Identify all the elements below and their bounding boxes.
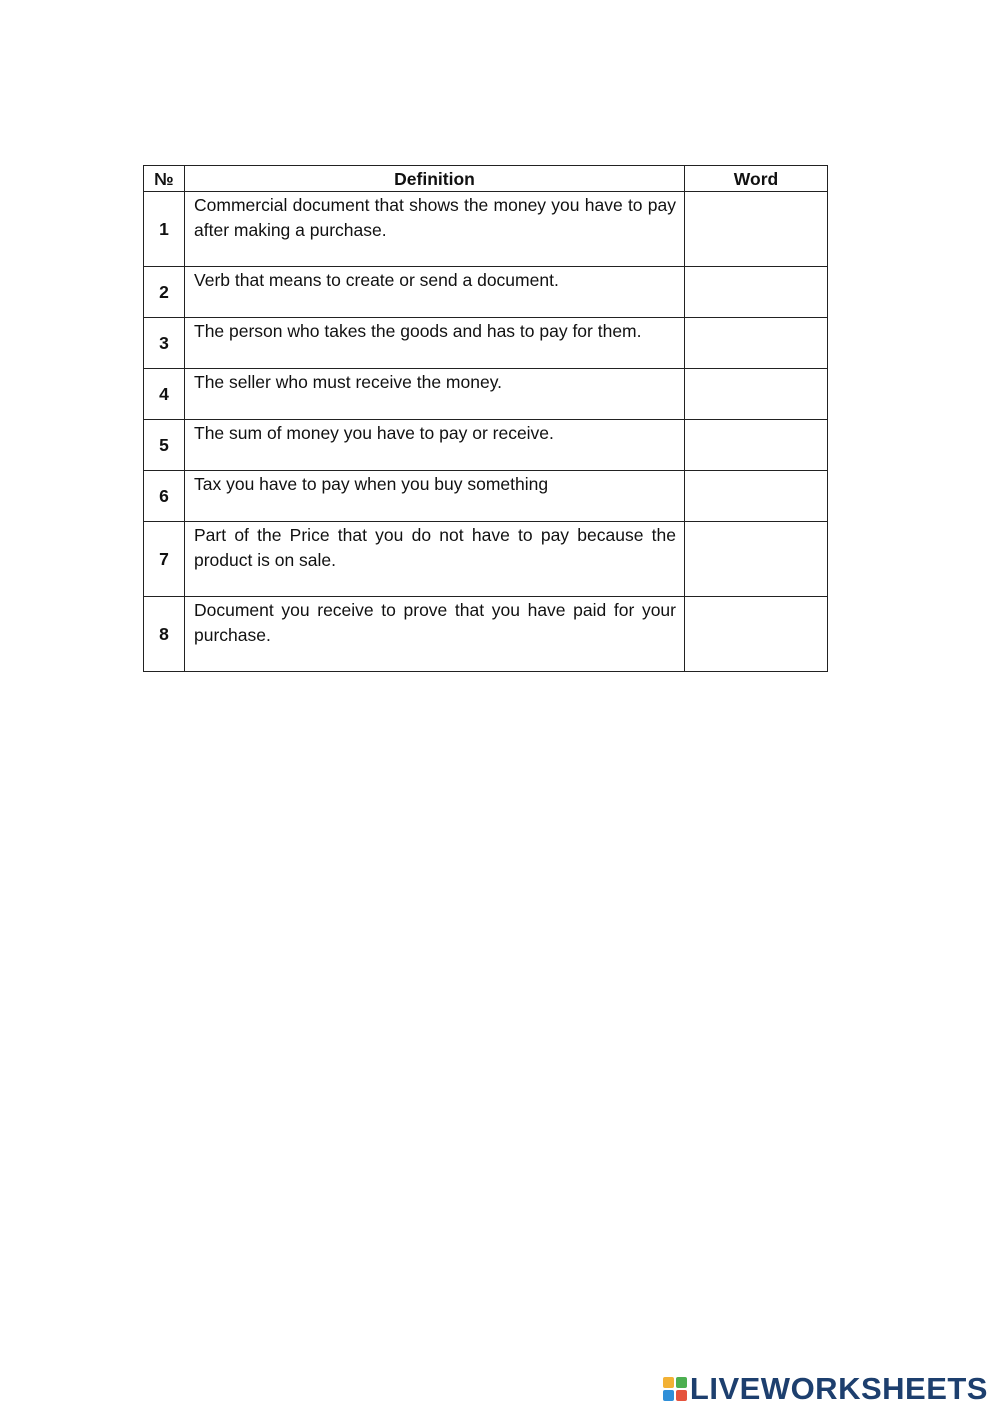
header-definition: Definition bbox=[185, 166, 685, 192]
row-number: 7 bbox=[144, 522, 185, 597]
word-input-8[interactable] bbox=[685, 597, 827, 671]
word-cell bbox=[685, 420, 828, 471]
table-row bbox=[144, 522, 828, 597]
word-cell bbox=[685, 597, 828, 672]
word-cell bbox=[685, 471, 828, 522]
header-word: Word bbox=[685, 166, 828, 192]
table-row bbox=[144, 420, 828, 471]
word-input-5[interactable] bbox=[685, 420, 827, 470]
row-definition: The person who takes the goods and has to pay for them. bbox=[185, 318, 685, 369]
word-input-4[interactable] bbox=[685, 369, 827, 419]
row-number: 4 bbox=[144, 369, 185, 420]
word-input-1[interactable] bbox=[685, 192, 827, 266]
row-definition: The sum of money you have to pay or receive. bbox=[185, 420, 685, 471]
row-definition: The seller who must receive the money. bbox=[185, 369, 685, 420]
definitions-table bbox=[143, 165, 828, 672]
logo-tile bbox=[663, 1377, 674, 1388]
word-cell bbox=[685, 267, 828, 318]
row-number: 1 bbox=[144, 192, 185, 267]
logo-tile bbox=[676, 1390, 687, 1401]
row-number: 2 bbox=[144, 267, 185, 318]
table-row bbox=[144, 369, 828, 420]
word-cell bbox=[685, 318, 828, 369]
liveworksheets-logo bbox=[663, 1373, 988, 1404]
table-row bbox=[144, 597, 828, 672]
row-number: 3 bbox=[144, 318, 185, 369]
word-cell bbox=[685, 192, 828, 267]
row-number: 6 bbox=[144, 471, 185, 522]
table-row bbox=[144, 318, 828, 369]
row-number: 5 bbox=[144, 420, 185, 471]
row-definition: Commercial document that shows the money you have to pay after making a purchase. bbox=[185, 192, 685, 267]
table-row bbox=[144, 267, 828, 318]
word-input-3[interactable] bbox=[685, 318, 827, 368]
table-row bbox=[144, 471, 828, 522]
liveworksheets-logo-icon bbox=[663, 1377, 687, 1401]
word-input-6[interactable] bbox=[685, 471, 827, 521]
row-definition: Document you receive to prove that you have paid for your purchase. bbox=[185, 597, 685, 672]
row-definition: Tax you have to pay when you buy something bbox=[185, 471, 685, 522]
row-definition: Part of the Price that you do not have to pay because the product is on sale. bbox=[185, 522, 685, 597]
word-input-2[interactable] bbox=[685, 267, 827, 317]
word-input-7[interactable] bbox=[685, 522, 827, 596]
logo-text: LIVEWORKSHEETS bbox=[689, 1371, 988, 1406]
row-number: 8 bbox=[144, 597, 185, 672]
word-cell bbox=[685, 522, 828, 597]
logo-tile bbox=[676, 1377, 687, 1388]
word-cell bbox=[685, 369, 828, 420]
table-row bbox=[144, 192, 828, 267]
header-number: № bbox=[144, 166, 185, 192]
logo-tile bbox=[663, 1390, 674, 1401]
table-header-row bbox=[144, 166, 828, 192]
row-definition: Verb that means to create or send a document. bbox=[185, 267, 685, 318]
